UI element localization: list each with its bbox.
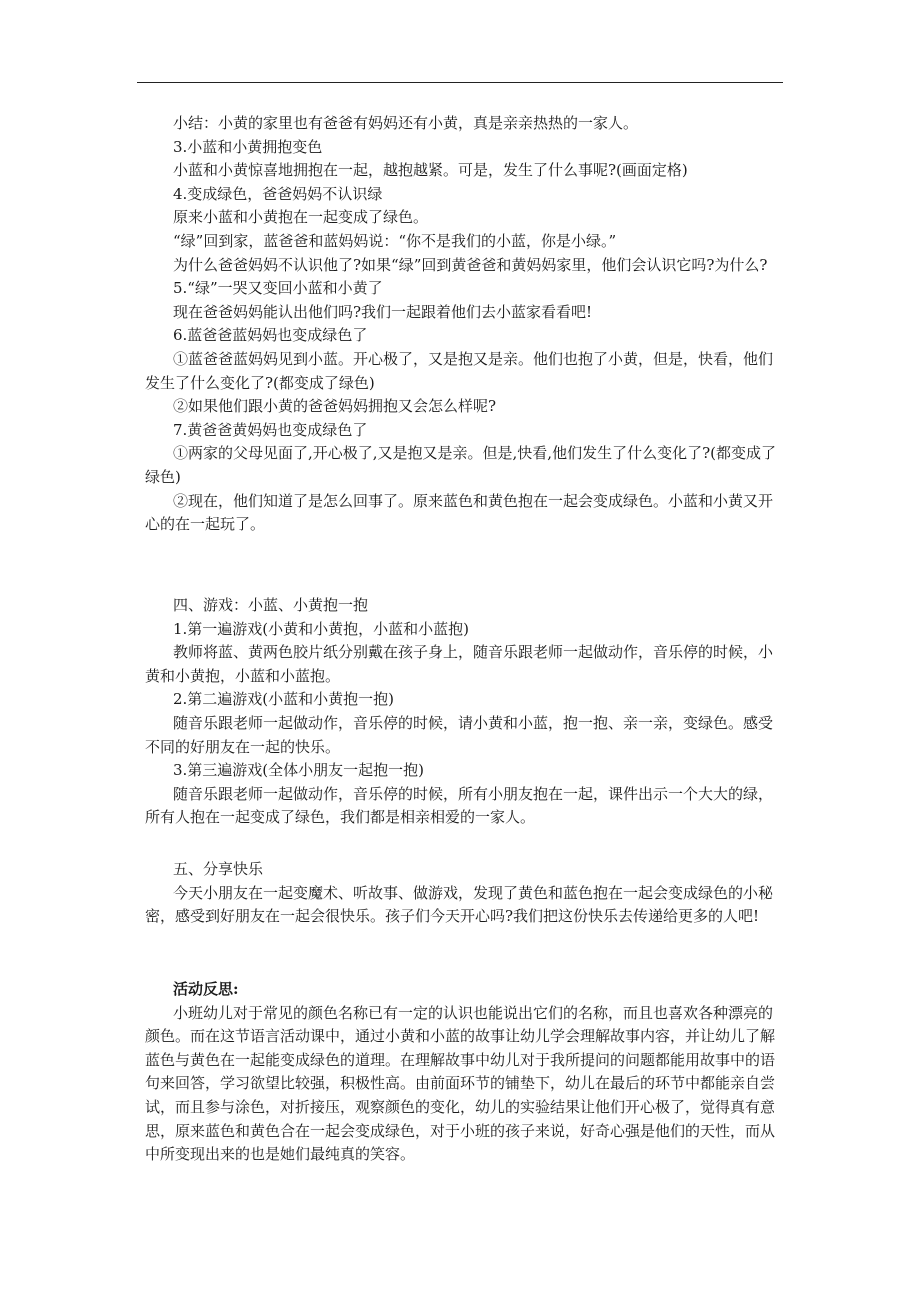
game-heading: 四、游戏：小蓝、小黄抱一抱 <box>173 596 369 614</box>
header-rule <box>137 82 783 83</box>
game-2-title: 2.第二遍游戏(小蓝和小黄抱一抱) <box>173 690 395 709</box>
step-6-text-1: ①蓝爸爸蓝妈妈见到小蓝。开心极了，又是抱又是亲。他们也抱了小黄，但是，快看，他们发生了什么变化了?(都变成了绿色) <box>145 349 774 392</box>
game-1-title: 1.第一遍游戏(小黄和小黄抱，小蓝和小蓝抱) <box>173 619 470 638</box>
story-section <box>145 112 785 537</box>
reflection-text: 小班幼儿对于常见的颜色名称已有一定的认识也能说出它们的名称，而且也喜欢各种漂亮的颜色。而在这节语言活动课中，通过小黄和小蓝的故事让幼儿学会理解故事内容，并让幼儿了解蓝色与黄色在一起能变成绿色的道理。在理解故事中幼儿对于我所提问的问题都能用故事中的语句来回答，学习欲望比较强，积极性高。由前面环节的铺垫下，幼儿在最后的环节中都能亲自尝试，而且参与涂色，对折接压，观察颜色的变化，幼儿的实验结果让他们开心极了，觉得真有意思，原来蓝色和黄色合在一起会变成绿色，对于小班的孩子来说，好奇心强是他们的天性，而从中所变现出来的也是她们最纯真的笑容。 <box>145 1003 776 1164</box>
step-4-text-3: 为什么爸爸妈妈不认识他了?如果“绿”回到黄爸爸和黄妈妈家里，他们会认识它吗?为什么? <box>173 255 768 274</box>
share-text: 今天小朋友在一起变魔术、听故事、做游戏，发现了黄色和蓝色抱在一起会变成绿色的小秘密，感受到好朋友在一起会很快乐。孩子们今天开心吗?我们把这份快乐去传递给更多的人吧! <box>145 883 774 926</box>
step-5-title: 5.“绿”一哭又变回小蓝和小黄了 <box>173 279 383 298</box>
reflection-heading: 活动反思: <box>173 980 239 998</box>
step-6-text-2: ②如果他们跟小黄的爸爸妈妈拥抱又会怎么样呢? <box>173 397 497 416</box>
step-3-title: 3.小蓝和小黄拥抱变色 <box>173 137 323 156</box>
step-7-text-1: ①两家的父母见面了,开心极了,又是抱又是亲。但是,快看,他们发生了什么变化了?(都变成了绿色) <box>145 444 776 486</box>
summary-paragraph: 小结：小黄的家里也有爸爸有妈妈还有小黄，真是亲亲热热的一家人。 <box>173 114 639 132</box>
game-3-text: 随音乐跟老师一起做动作，音乐停的时候，所有小朋友抱在一起，课件出示一个大大的绿，所有人抱在一起变成了绿色，我们都是相亲相爱的一家人。 <box>145 784 774 827</box>
game-3-title: 3.第三遍游戏(全体小朋友一起抱一抱) <box>173 761 425 780</box>
step-4-text-1: 原来小蓝和小黄抱在一起变成了绿色。 <box>173 208 429 227</box>
step-4-title: 4.变成绿色，爸爸妈妈不认识绿 <box>173 184 383 203</box>
step-4-text-2: “绿”回到家，蓝爸爸和蓝妈妈说：“你不是我们的小蓝，你是小绿。” <box>173 231 617 250</box>
step-6-title: 6.蓝爸爸蓝妈妈也变成绿色了 <box>173 326 368 345</box>
step-7-title: 7.黄爸爸黄妈妈也变成绿色了 <box>173 420 368 439</box>
step-5-text: 现在爸爸妈妈能认出他们吗?我们一起跟着他们去小蓝家看看吧! <box>173 302 593 321</box>
step-7-text-2: ②现在，他们知道了是怎么回事了。原来蓝色和黄色抱在一起会变成绿色。小蓝和小黄又开心的在一起玩了。 <box>145 491 774 534</box>
game-section <box>145 594 785 830</box>
reflection-section <box>145 978 785 1167</box>
step-3-text: 小蓝和小黄惊喜地拥抱在一起，越抱越紧。可是，发生了什么事呢?(画面定格) <box>173 161 688 180</box>
game-2-text: 随音乐跟老师一起做动作，音乐停的时候，请小黄和小蓝，抱一抱、亲一亲，变绿色。感受不同的好朋友在一起的快乐。 <box>145 713 774 756</box>
share-section <box>145 858 785 929</box>
share-heading: 五、分享快乐 <box>173 860 264 878</box>
game-1-text: 教师将蓝、黄两色胶片纸分别戴在孩子身上，随音乐跟老师一起做动作，音乐停的时候，小黄和小黄抱，小蓝和小蓝抱。 <box>145 643 774 685</box>
